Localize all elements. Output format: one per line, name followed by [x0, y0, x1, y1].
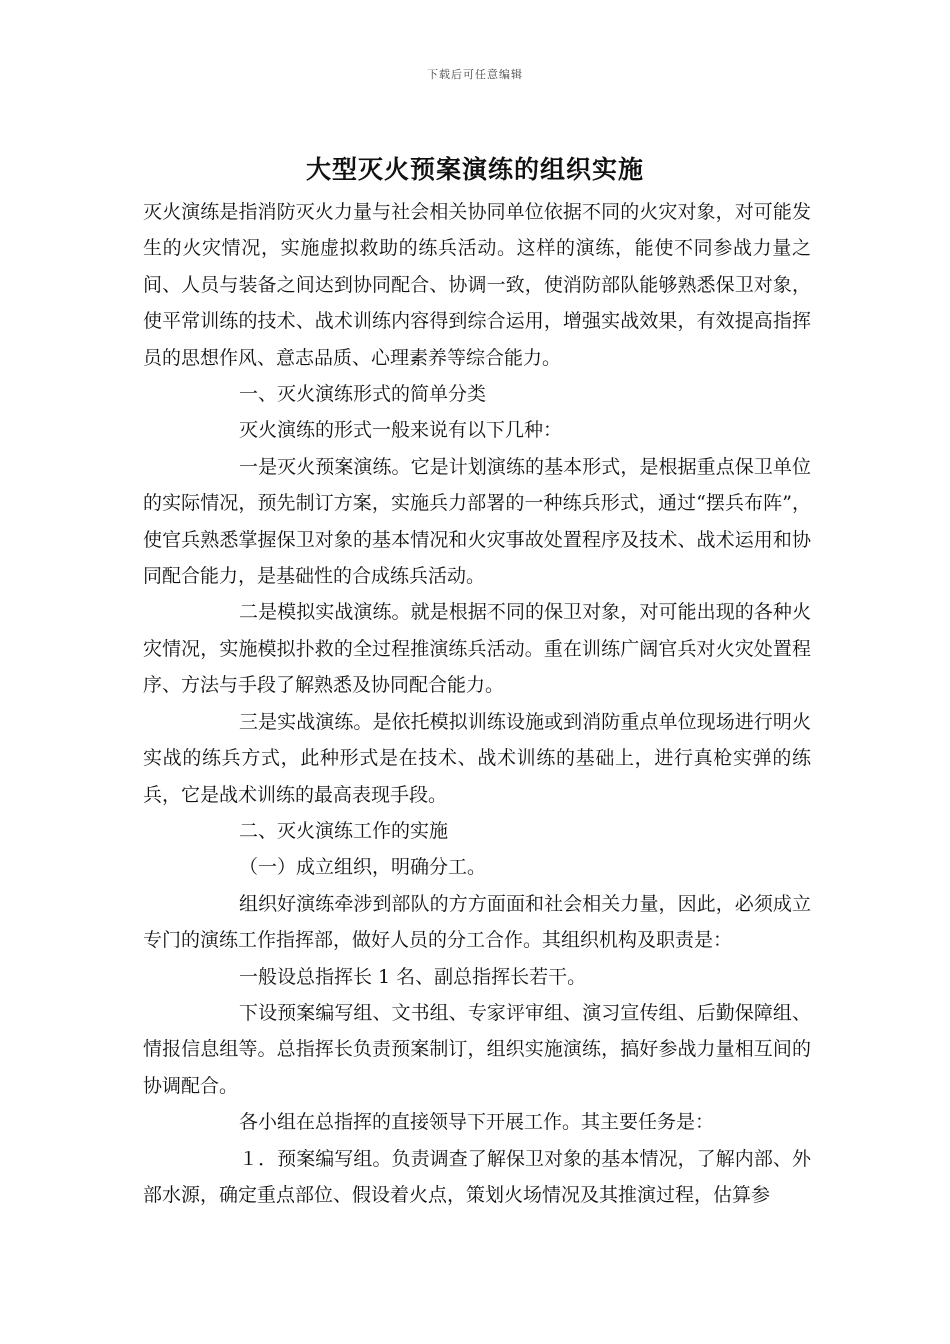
header-note: 下载后可任意编辑 [427, 68, 523, 81]
paragraph: 一般设总指挥长 1 名、副总指挥长若干。 [239, 965, 587, 988]
paragraph: 下设预案编写组、文书组、专家评审组、演习宣传组、后勤保障组、情报信息组等。总指挥长负责预案制订，组织实施演练，搞好参战力量相互间的协调配合。 [143, 1001, 811, 1097]
section-heading-1: 一、灭火演练形式的简单分类 [239, 383, 487, 406]
paragraph: 灭火演练的形式一般来说有以下几种： [239, 419, 563, 442]
paragraph: 二是模拟实战演练。就是根据不同的保卫对象，对可能出现的各种火灾情况，实施模拟扑救的全过程推演练兵活动。重在训练广阔官兵对火灾处置程序、方法与手段了解熟悉及协同配合能力。 [143, 601, 811, 697]
document-title: 大型灭火预案演练的组织实施 [305, 155, 644, 184]
intro-paragraph: 灭火演练是指消防灭火力量与社会相关协同单位依据不同的火灾对象，对可能发生的火灾情况，实施虚拟救助的练兵活动。这样的演练，能使不同参战力量之间、人员与装备之间达到协同配合、协调一致，使消防部队能够熟悉保卫对象，使平常训练的技术、战术训练内容得到综合运用，增强实战效果，有效提高指挥员的思想作风、意志品质、心理素养等综合能力。 [143, 201, 811, 369]
list-item: １．预案编写组。负责调查了解保卫对象的基本情况，了解内部、外部水源，确定重点部位、假设着火点，策划火场情况及其推演过程，估算参 [143, 1147, 811, 1206]
section-heading-2: 二、灭火演练工作的实施 [239, 819, 449, 842]
paragraph: 一是灭火预案演练。它是计划演练的基本形式，是根据重点保卫单位的实际情况，预先制订方案，实施兵力部署的一种练兵形式，通过“摆兵布阵”，使官兵熟悉掌握保卫对象的基本情况和火灾事故处置程序及技术、战术运用和协同配合能力，是基础性的合成练兵活动。 [143, 455, 811, 588]
document-body [143, 194, 811, 1213]
paragraph: 组织好演练牵涉到部队的方方面面和社会相关力量，因此，必须成立专门的演练工作指挥部，做好人员的分工合作。其组织机构及职责是： [143, 892, 811, 952]
paragraph: 三是实战演练。是依托模拟训练设施或到消防重点单位现场进行明火实战的练兵方式，此种形式是在技术、战术训练的基础上，进行真枪实弹的练兵，它是战术训练的最高表现手段。 [143, 710, 811, 806]
paragraph: 各小组在总指挥的直接领导下开展工作。其主要任务是： [239, 1111, 715, 1134]
subsection-heading: （一）成立组织，明确分工。 [239, 856, 487, 879]
